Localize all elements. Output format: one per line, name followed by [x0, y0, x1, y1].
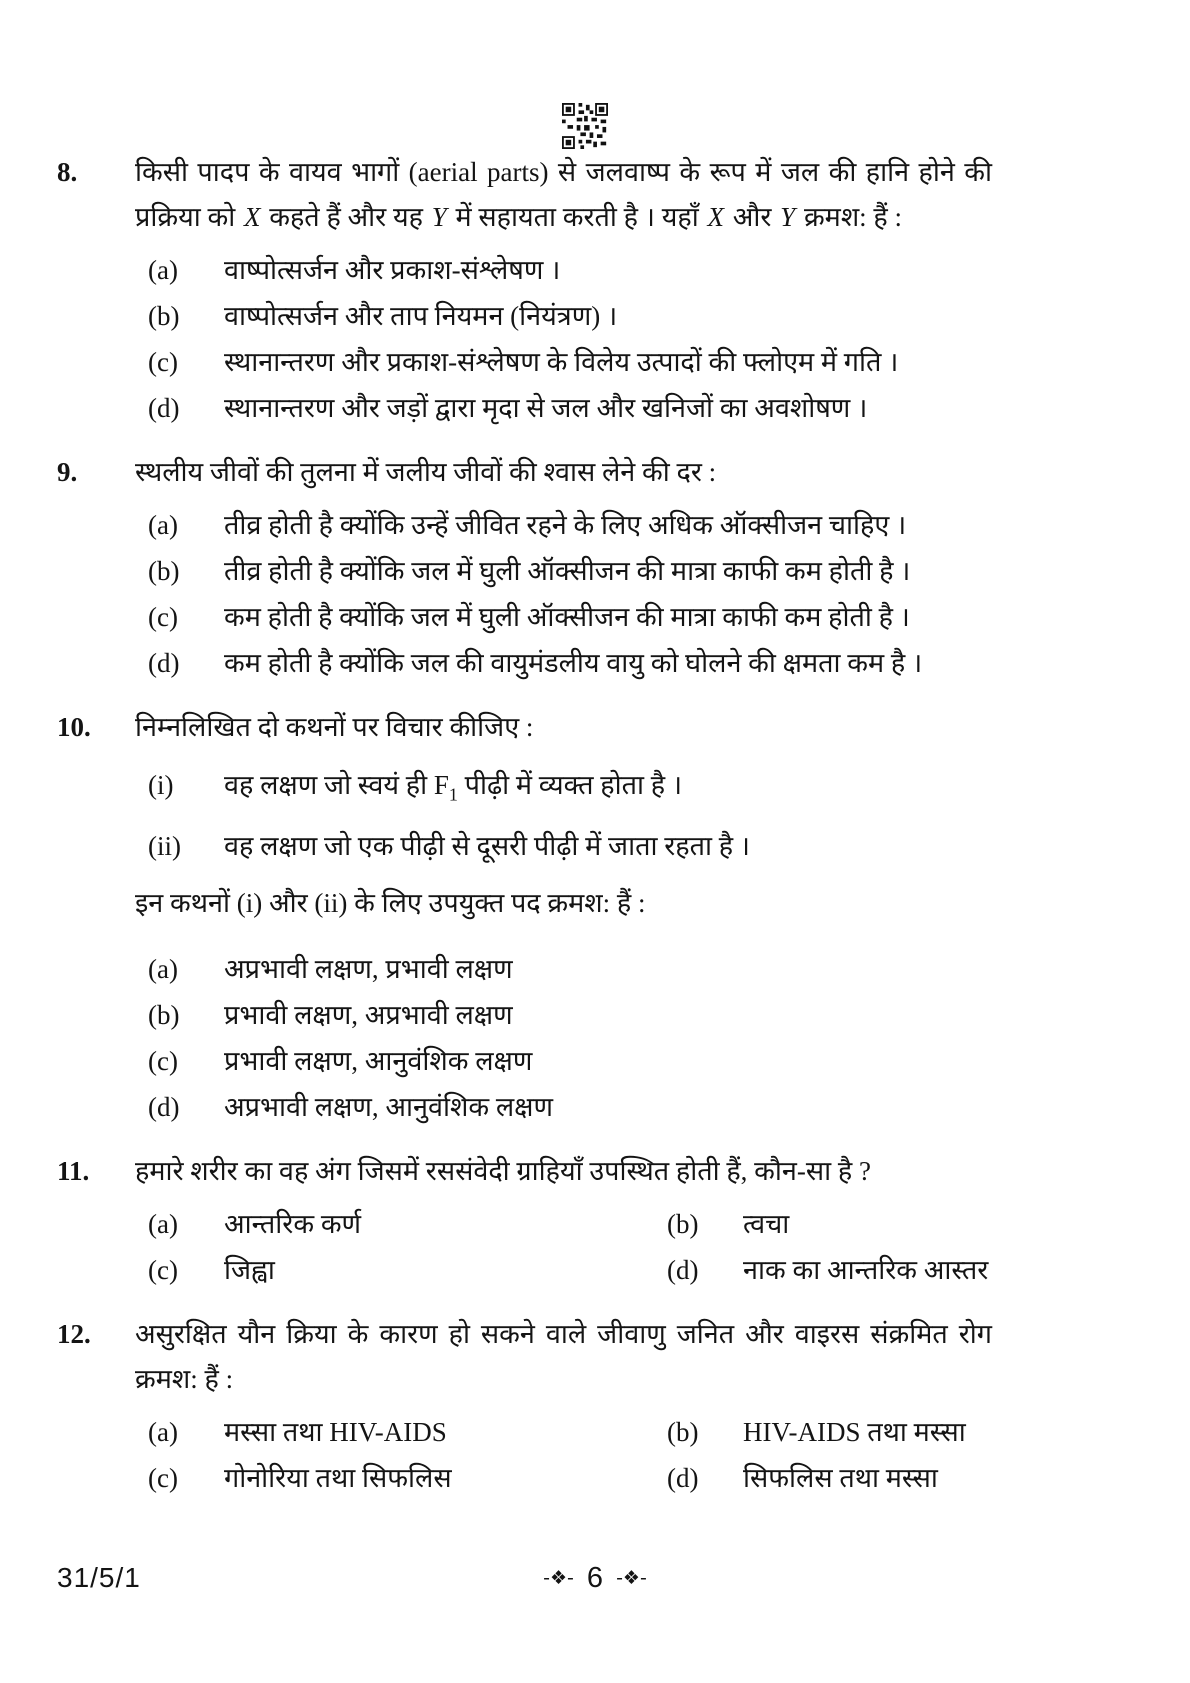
question-11-option-c [135, 1254, 654, 1286]
option-label: (d) [148, 1092, 180, 1123]
option-text: वाष्पोत्सर्जन और प्रकाश-संश्लेषण । [224, 255, 561, 285]
ornament-right: -❖- [616, 1567, 647, 1589]
question-11-option-a [135, 1208, 654, 1240]
option-label: (b) [667, 1417, 699, 1448]
question-9 [57, 450, 992, 679]
page-number-row [0, 1562, 1190, 1595]
option-text: अप्रभावी लक्षण, प्रभावी लक्षण [224, 954, 513, 985]
question-8-option-c [135, 346, 992, 378]
question-11-text: हमारे शरीर का वह अंग जिसमें रससंवेदी ग्राहियाँ उपस्थित होती हैं, कौन-सा है ? [135, 1156, 871, 1187]
question-8-body [135, 150, 992, 424]
question-12-options [135, 1402, 992, 1494]
question-10-number: 10. [57, 712, 91, 742]
paper-code: 31/5/1 [57, 1562, 141, 1593]
option-label: (c) [148, 1463, 178, 1494]
question-10 [57, 705, 992, 1123]
text-segment: पीढ़ी में व्यक्त होता है । [457, 770, 683, 800]
text-segment: वह लक्षण जो स्वयं ही [224, 770, 434, 800]
option-text: तीव्र होती है क्योंकि उन्हें जीवित रहने के लिए अधिक ऑक्सीजन चाहिए । [224, 510, 907, 540]
question-10-statement-ii [135, 829, 992, 863]
option-label: (c) [148, 347, 178, 377]
question-8 [57, 150, 992, 424]
question-12-number: 12. [57, 1319, 91, 1350]
option-label: (b) [667, 1209, 699, 1240]
statement-text [224, 768, 992, 811]
ornament-left: -❖- [543, 1567, 574, 1589]
question-9-option-b [135, 555, 992, 587]
variable-x: X [243, 202, 261, 232]
question-11-body [135, 1149, 992, 1286]
variable-y: Y [431, 202, 447, 232]
option-label: (b) [148, 301, 180, 331]
option-label: (c) [148, 602, 178, 632]
question-9-text: स्थलीय जीवों की तुलना में जलीय जीवों की श्वास लेने की दर : [135, 457, 717, 487]
option-label: (d) [667, 1463, 699, 1494]
question-10-option-a [135, 953, 992, 985]
option-text: स्थानान्तरण और प्रकाश-संश्लेषण के विलेय उत्पादों की फ्लोएम में गति । [224, 347, 899, 377]
option-text: प्रभावी लक्षण, अप्रभावी लक्षण [224, 1000, 513, 1031]
question-9-body [135, 450, 992, 679]
option-text: सिफलिस तथा मस्सा [743, 1463, 938, 1494]
question-10-option-d [135, 1091, 992, 1123]
qr-code-icon [562, 103, 608, 149]
question-10-option-c [135, 1045, 992, 1077]
question-10-body [135, 705, 992, 1123]
question-12-body [135, 1312, 992, 1494]
question-12-option-c [135, 1462, 654, 1494]
question-11-options [135, 1194, 992, 1286]
question-11-option-d [654, 1254, 992, 1286]
text-segment: क्रमश: हैं : [797, 202, 903, 232]
text-segment: कहते हैं और यह [262, 202, 430, 232]
option-text: जिह्वा [224, 1255, 275, 1286]
variable-x: X [707, 202, 724, 232]
question-9-number: 9. [57, 457, 78, 487]
option-label: (d) [667, 1255, 699, 1286]
option-text: प्रभावी लक्षण, आनुवंशिक लक्षण [224, 1046, 533, 1077]
question-10-option-b [135, 999, 992, 1031]
option-label: (a) [148, 954, 178, 985]
question-8-option-d [135, 392, 992, 424]
option-label: (b) [148, 1000, 180, 1031]
option-label: (c) [148, 1255, 178, 1286]
question-8-text [135, 150, 992, 240]
option-text: स्थानान्तरण और जड़ों द्वारा मृदा से जल और खनिजों का अवशोषण । [224, 393, 868, 423]
option-label: (c) [148, 1046, 178, 1077]
question-11-option-b [654, 1208, 992, 1240]
option-label: (a) [148, 510, 178, 540]
question-12 [57, 1312, 992, 1494]
question-12-option-d [654, 1462, 992, 1494]
option-text: त्वचा [743, 1209, 790, 1240]
option-text: अप्रभावी लक्षण, आनुवंशिक लक्षण [224, 1092, 554, 1123]
option-label: (a) [148, 1417, 178, 1448]
page-number: 6 [586, 1562, 604, 1594]
option-text: गोनोरिया तथा सिफलिस [224, 1463, 452, 1494]
option-label: (a) [148, 1209, 178, 1240]
question-12-option-a [135, 1416, 654, 1448]
option-text: नाक का आन्तरिक आस्तर [743, 1255, 989, 1286]
option-text: वाष्पोत्सर्जन और ताप नियमन (नियंत्रण) । [224, 301, 618, 331]
question-9-option-a [135, 509, 992, 541]
question-8-option-b [135, 300, 992, 332]
question-11-number: 11. [57, 1156, 90, 1187]
question-12-text: असुरक्षित यौन क्रिया के कारण हो सकने वाले जीवाणु जनित और वाइरस संक्रमित रोग क्रमश: हैं : [135, 1319, 992, 1395]
option-text: मस्सा तथा HIV-AIDS [224, 1417, 447, 1448]
variable-y: Y [780, 202, 796, 232]
question-10-text: निम्नलिखित दो कथनों पर विचार कीजिए : [135, 712, 534, 742]
question-9-option-d [135, 647, 992, 679]
text-segment: में सहायता करती है । यहाँ [448, 202, 706, 232]
statement-text: वह लक्षण जो एक पीढ़ी से दूसरी पीढ़ी में जाता रहता है । [224, 831, 751, 862]
question-8-number: 8. [57, 157, 78, 187]
question-11 [57, 1149, 992, 1286]
option-text: कम होती है क्योंकि जल में घुली ऑक्सीजन की मात्रा काफी कम होती है । [224, 602, 910, 632]
text-segment: किसी पादप के वायव भागों (aerial parts) से जलवाष्प के रूप में जल की हानि होने की प्रक्रिया को [135, 157, 992, 232]
statement-label: (ii) [148, 831, 181, 862]
f1-subscript: 1 [448, 784, 458, 805]
question-12-option-b [654, 1416, 992, 1448]
question-8-option-a [135, 254, 992, 286]
question-10-followup: इन कथनों (i) और (ii) के लिए उपयुक्त पद क्रमश: हैं : [135, 888, 646, 919]
statement-label: (i) [148, 770, 174, 800]
option-text: आन्तरिक कर्ण [224, 1209, 362, 1240]
option-label: (a) [148, 255, 178, 285]
question-9-option-c [135, 601, 992, 633]
question-10-statement-i [135, 768, 992, 811]
option-label: (d) [148, 648, 180, 678]
option-text: HIV-AIDS तथा मस्सा [743, 1417, 966, 1448]
option-text: कम होती है क्योंकि जल की वायुमंडलीय वायु को घोलने की क्षमता कम है । [224, 648, 923, 678]
text-segment: और [725, 202, 779, 232]
option-text: तीव्र होती है क्योंकि जल में घुली ऑक्सीजन की मात्रा काफी कम होती है । [224, 556, 911, 586]
option-label: (b) [148, 556, 180, 586]
f1-symbol: F [433, 770, 449, 800]
option-label: (d) [148, 393, 180, 423]
